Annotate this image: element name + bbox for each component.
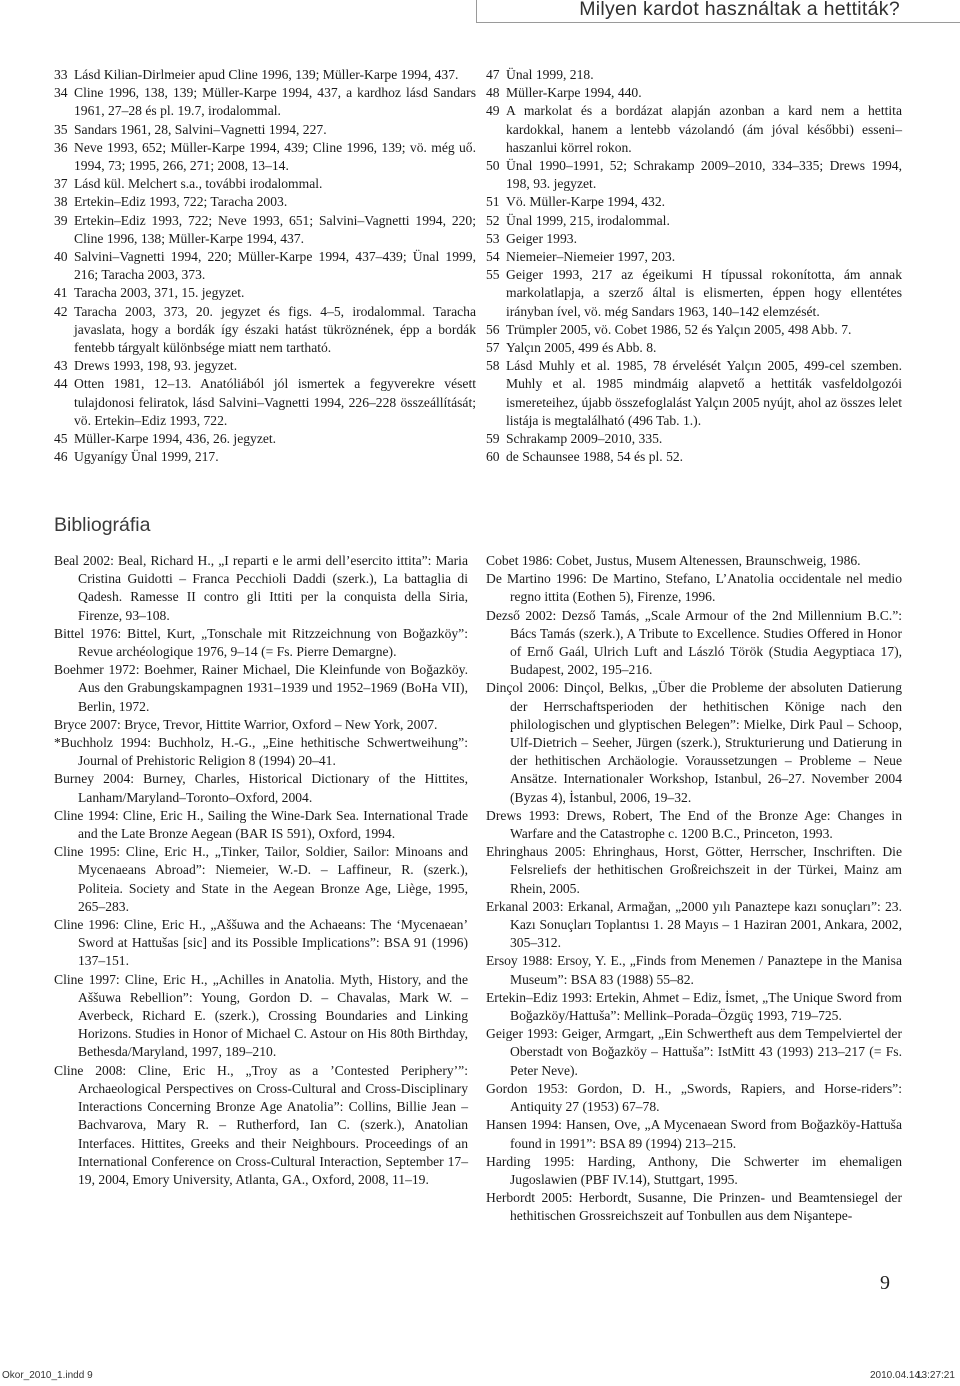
endnote-number: 43 (54, 358, 68, 374)
endnote (54, 121, 476, 139)
endnote-text: Schrakamp 2009–2010, 335. (506, 431, 663, 447)
endnote-text: Taracha 2003, 373, 20. jegyzet és figs. 4–5, irodalommal. Taracha javaslata, hogy a bordák így északi hatást tükröznének, épp a bordák fentebb tárgyalt különbsége miatt nem tartható. (74, 303, 476, 356)
endnote (54, 448, 476, 466)
endnote-number: 42 (54, 303, 68, 319)
endnote-number: 33 (54, 67, 68, 82)
endnote (486, 84, 902, 102)
bibliography-entry: Hansen 1994: Hansen, Ove, „A Mycenaean Sword from Boğazköy-Hattuša found in 1991”: BSA 89 (1994) 213–215. (486, 1117, 902, 1151)
endnote-number: 49 (486, 103, 500, 119)
endnote-number: 55 (486, 267, 500, 283)
page-number: 9 (880, 1272, 890, 1294)
endnote-number: 59 (486, 431, 500, 447)
endnote-text: Ertekin–Ediz 1993, 722; Taracha 2003. (74, 194, 288, 210)
endnote-text: Drews 1993, 198, 93. jegyzet. (74, 358, 238, 374)
bibliography-entry: Ertekin–Ediz 1993: Ertekin, Ahmet – Ediz, İsmet, „The Unique Sword from Boğazköy/Hattuša”: Mellink–Porada–Özgüç 1993, 719–725. (486, 989, 902, 1024)
bibliography-entry: Drews 1993: Drews, Robert, The End of the Bronze Age: Changes in Warfare and the Catastrophe c. 1200 B.C., Princeton, 1993. (486, 807, 902, 842)
endnote (486, 448, 902, 466)
bibliography-entry: Harding 1995: Harding, Anthony, Die Schwerter im ehemaligen Jugoslawien (PBF IV.14), Stuttgart, 1995. (486, 1153, 902, 1187)
bibliography-entry: *Buchholz 1994: Buchholz, H.-G., „Eine hethitische Schwertweihung”: Journal of Prehistoric Religion 8 (1994) 20–41. (54, 735, 468, 769)
endnote-text: Lásd kül. Melchert s.a., további irodalommal. (74, 176, 323, 192)
endnote-text: Yalçın 2005, 499 és Abb. 8. (506, 340, 657, 356)
endnote-number: 35 (54, 121, 68, 137)
endnote-text: Neve 1993, 652; Müller-Karpe 1994, 439; Cline 1996, 139; vö. még uő. 1994, 73; 1995, 266, 271; 2008, 13–14. (74, 139, 476, 174)
endnote (54, 430, 476, 448)
endnote (486, 430, 902, 448)
bibliography-left-column (54, 552, 468, 1189)
endnote-number: 36 (54, 139, 68, 155)
endnote-number: 44 (54, 376, 68, 392)
bibliography-entry: Gordon 1953: Gordon, D. H., „Swords, Rapiers, and Horse-riders”: Antiquity 27 (1953) 67–78. (486, 1080, 902, 1115)
bibliography-entry: Cline 1997: Cline, Eric H., „Achilles in Anatolia. Myth, History, and the Aššuwa Rebellion”: Young, Gordon D. – Chavalas, Mark W. – Averbeck, Richard E. (szerk.), Crossing Boundaries and Linking Horizons. Studies in Honor of Michael C. Astour on His 80th Birthday, Bethesda/Maryland, 1997, 189–210. (54, 971, 468, 1060)
bibliography-entry: Erkanal 2003: Erkanal, Armağan, „2000 yılı Panaztepe kazı sonuçları”: 23. Kazı Sonuçları Toplantısı 1. 28 Mayıs – 1 Haziran 2001, Ankara, 2002, 305–312. (486, 898, 902, 951)
endnote-text: Müller-Karpe 1994, 436, 26. jegyzet. (74, 431, 277, 447)
bibliography-entry: Bryce 2007: Bryce, Trevor, Hittite Warrior, Oxford – New York, 2007. (54, 716, 438, 732)
endnote-text: Geiger 1993, 217 az égeikumi H típussal rokonította, ám annak markolatlapja, a szerző által is elismerten, éppen hogy ellentétes irányban ível, vö. még Sandars 1963, 140–142 elemzését. (506, 267, 902, 319)
bibliography-entry: Bittel 1976: Bittel, Kurt, „Tonschale mit Ritzzeichnung von Boğazköy”: Revue archéologique 1976, 9–14 (= Fs. Pierre Demargne). (54, 625, 468, 660)
endnotes-right-column (486, 66, 902, 466)
endnote (486, 266, 902, 321)
endnote-number: 52 (486, 212, 500, 228)
endnote-number: 38 (54, 194, 68, 210)
endnote-number: 37 (54, 176, 68, 192)
endnote (54, 193, 476, 211)
endnote-number: 60 (486, 449, 500, 465)
endnote-number: 39 (54, 212, 68, 228)
endnote-text: Niemeier–Niemeier 1997, 203. (506, 249, 676, 265)
endnote-number: 58 (486, 358, 500, 374)
bibliography-entry: Geiger 1993: Geiger, Armgart, „Ein Schwertheft aus dem Tempelviertel der Oberstadt von Boğazköy – Hattuša”: IstMitt 43 (1993) 213–217 (= Fs. Peter Neve). (486, 1026, 902, 1078)
endnote-text: A markolat és a bordázat alapján azonban a kard nem a hettita kardokkal, hanem a lentebb vázolandó (ám jóval későbbi) esseni–haszanlui körrel rokon. (506, 103, 902, 155)
endnote-number: 54 (486, 249, 500, 265)
endnote (54, 175, 476, 193)
endnote (486, 66, 902, 84)
endnote (54, 66, 476, 84)
endnote-text: Lásd Muhly et al. 1985, 78 érvelését Yalçın 2005, 499-cel szemben. Muhly et al. 1985 mindmáig alapvető a hettiták vasfeldolgozói ismereteihez, újabb összefoglalást Yalçın 2005 nyújt, ahol az összes lelet listája is megtalálható (496 Tab. 1.). (506, 358, 902, 428)
endnote-text: Cline 1996, 138, 139; Müller-Karpe 1994, 437, a kardhoz lásd Sandars 1961, 27–28 és pl. 19.7, irodalommal. (74, 85, 476, 119)
endnote (54, 303, 476, 358)
endnote (486, 193, 902, 211)
bibliography-entry: Ersoy 1988: Ersoy, Y. E., „Finds from Menemen / Panaztepe in the Manisa Museum”: BSA 83 (1988) 55–82. (486, 953, 902, 987)
bibliography-heading: Bibliográfia (54, 514, 151, 536)
bibliography-entry: Cobet 1986: Cobet, Justus, Musem Altenessen, Braunschweig, 1986. (486, 553, 861, 568)
endnote-number: 53 (486, 230, 500, 246)
endnote (486, 321, 902, 339)
endnote (486, 339, 902, 357)
endnote-text: Sandars 1961, 28, Salvini–Vagnetti 1994, 227. (74, 121, 327, 137)
endnote-number: 50 (486, 158, 500, 174)
endnote-number: 47 (486, 67, 500, 82)
bibliography-entry: Beal 2002: Beal, Richard H., „I reparti e le armi dell’esercito ittita”: Maria Cristina Guidotti – Franca Pecchioli Daddi (szerk.), La battaglia di Qadesh. Ramesse II contro gli Ittiti per la conquista della Siria, Firenze, 93–108. (54, 553, 468, 623)
endnote-number: 34 (54, 85, 68, 101)
endnote-text: Taracha 2003, 371, 15. jegyzet. (74, 285, 245, 301)
endnote (54, 139, 476, 175)
endnote-text: Ugyanígy Ünal 1999, 217. (74, 449, 219, 465)
bibliography-entry: Cline 1995: Cline, Eric H., „Tinker, Tailor, Soldier, Sailor: Minoans and Mycenaeans Abroad”: Niemeier, W.-D. – Laffineur, R. (szerk.), Politeia. Society and State in the Aegean Bronze Age, Liège, 1995, 265–283. (54, 844, 468, 914)
endnote-number: 46 (54, 449, 68, 465)
endnotes-left-column (54, 66, 476, 466)
bibliography-entry: Herbordt 2005: Herbordt, Susanne, Die Prinzen- und Beamtensiegel der hethitischen Grossreichszeit auf Tonbullen aus dem Nişantepe- (486, 1190, 902, 1224)
endnote (54, 84, 476, 120)
endnote (486, 230, 902, 248)
endnote-number: 41 (54, 285, 68, 301)
endnote-number: 45 (54, 431, 68, 447)
bibliography-entry: Dinçol 2006: Dinçol, Belkıs, „Über die Probleme der absoluten Datierung der Herrschaftsperioden der hethitischen Könige nach den philologischen und glyptischen Belegen”: Mielke, Dirk Paul – Schoop, Ulf-Dietrich – Seeher, Jürgen (szerk.), Strukturierung und Datierung in der hethitischen Archäologie. Voraussetzungen – Probleme – Neue Ansätze. Internationaler Workshop, Istanbul, 26–27. November 2004 (Byzas 4), İstanbul, 2006, 19–32. (486, 680, 902, 805)
endnote-text: Salvini–Vagnetti 1994, 220; Müller-Karpe 1994, 437–439; Ünal 1999, 216; Taracha 2003, 373. (74, 249, 476, 283)
endnote-text: Müller-Karpe 1994, 440. (506, 85, 642, 101)
bibliography-right-column (486, 552, 902, 1226)
endnote-text: Ünal 1999, 218. (506, 67, 594, 82)
bibliography-entry: Dezső 2002: Dezső Tamás, „Scale Armour of the 2nd Millennium B.C.”: Bács Tamás (szerk.), A Tribute to Excellence. Studies Offered in Honor of Ernő Gaál, Ulrich Luft and László Török (Studia Aegyptiaca 17), Budapest, 2002, 195–216. (486, 607, 902, 678)
endnote (486, 212, 902, 230)
bibliography-entry: Burney 2004: Burney, Charles, Historical Dictionary of the Hittites, Lanham/Maryland–Toronto–Oxford, 2004. (54, 771, 468, 805)
endnote (54, 212, 476, 248)
bibliography-entry: De Martino 1996: De Martino, Stefano, L’Anatolia occidentale nel medio regno ittita (Eothen 5), Firenze, 1996. (486, 571, 902, 605)
endnote (486, 248, 902, 266)
running-title: Milyen kardot használtak a hettiták? (579, 0, 900, 20)
bibliography-entry: Cline 1996: Cline, Eric H., „Aššuwa and the Achaeans: The ‘Mycenaean’ Sword at Hattušas [sic] and its Possible Implications”: BSA 91 (1996) 137–151. (54, 917, 468, 969)
endnote-text: Ertekin–Ediz 1993, 722; Neve 1993, 651; Salvini–Vagnetti 1994, 220; Cline 1996, 138; Müller-Karpe 1994, 437. (74, 212, 476, 246)
footer-filename: Okor_2010_1.indd 9 (2, 1370, 93, 1381)
endnote-text: Otten 1981, 12–13. Anatóliából jól ismertek a fegyverekre vésett tulajdonosi feliratok, lásd Salvini–Vagnetti 1994, 226–228 összeállítását; vö. Ertekin–Ediz 1993, 722. (74, 376, 476, 428)
endnote (54, 375, 476, 430)
endnote-text: Lásd Kilian-Dirlmeier apud Cline 1996, 139; Müller-Karpe 1994, 437. (74, 67, 459, 82)
endnote-number: 57 (486, 340, 500, 356)
endnote-number: 40 (54, 249, 68, 265)
endnote-number: 48 (486, 85, 500, 101)
bibliography-entry: Cline 1994: Cline, Eric H., Sailing the Wine-Dark Sea. International Trade and the Late Bronze Aegean (BAR IS 591), Oxford, 1994. (54, 807, 468, 842)
bibliography-entry: Boehmer 1972: Boehmer, Rainer Michael, Die Kleinfunde von Boğazköy. Aus den Grabungskampagnen 1931–1939 und 1952–1969 (BoHa VII), Berlin, 1972. (54, 662, 468, 714)
endnote-text: Vö. Müller-Karpe 1994, 432. (506, 194, 666, 210)
footer-date: 2010.04.14. (870, 1370, 923, 1381)
endnote-text: Ünal 1990–1991, 52; Schrakamp 2009–2010, 334–335; Drews 1994, 198, 93. jegyzet. (506, 158, 902, 192)
bibliography-entry: Ehringhaus 2005: Ehringhaus, Horst, Götter, Herrscher, Inschriften. Die Felsreliefs der hethitischen Großreichszeit in der Türkei, Mainz am Rhein, 2005. (486, 844, 902, 896)
endnote-text: de Schaunsee 1988, 54 és pl. 52. (506, 449, 684, 465)
endnote (54, 284, 476, 302)
endnote-text: Geiger 1993. (506, 230, 577, 246)
endnote-text: Ünal 1999, 215, irodalommal. (506, 212, 670, 228)
endnote-number: 51 (486, 194, 500, 210)
endnote (486, 357, 902, 430)
endnote-text: Trümpler 2005, vö. Cobet 1986, 52 és Yalçın 2005, 498 Abb. 7. (506, 321, 852, 337)
footer-time: 13:27:21 (916, 1370, 955, 1381)
endnote (54, 357, 476, 375)
endnote (54, 248, 476, 284)
endnote (486, 157, 902, 193)
endnote-number: 56 (486, 321, 500, 337)
bibliography-entry: Cline 2008: Cline, Eric H., „Troy as a ’Contested Periphery’”: Archaeological Perspectives on Cross-Cultural and Cross-Disciplinary Interactions Concerning Bronze Age Anatolia”: Collins, Billie Jean – Bachvarova, Mary R. – Rutherford, Ian C. (szerk.), Anatolian Interfaces. Hittites, Greeks and their Neighbours. Proceedings of an International Conference on Cross-Cultural Interaction, September 17–19, 2004, Emory University, Atlanta, GA., Oxford, 2008, 11–19. (54, 1062, 468, 1187)
endnote (486, 102, 902, 157)
